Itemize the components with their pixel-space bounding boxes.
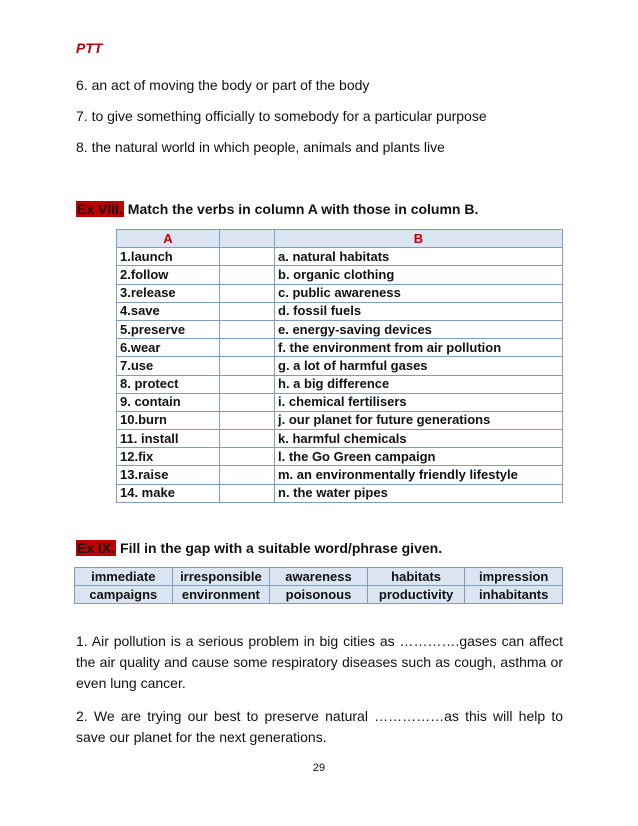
matching-row: [117, 393, 563, 411]
word-bank-cell: awareness: [270, 568, 368, 586]
word-bank-cell: campaigns: [75, 586, 173, 604]
exercise-9-instruction: Fill in the gap with a suitable word/phrase given.: [116, 540, 443, 556]
column-b-cell: d. fossil fuels: [275, 302, 563, 320]
word-bank-table: [74, 567, 563, 604]
answer-gap-cell: [220, 302, 275, 320]
definition-8: 8. the natural world in which people, animals and plants live: [76, 139, 445, 155]
column-a-cell: 5.preserve: [117, 320, 220, 338]
answer-gap-cell: [220, 484, 275, 502]
matching-row: [117, 448, 563, 466]
column-b-header: B: [275, 230, 563, 248]
column-a-header: A: [117, 230, 220, 248]
column-a-cell: 6.wear: [117, 339, 220, 357]
sentence-2: 2. We are trying our best to preserve natural ……………as this will help to save our planet for the next generations.: [76, 708, 563, 745]
answer-gap-cell: [220, 320, 275, 338]
column-gap-header: [220, 230, 275, 248]
definition-7: 7. to give something officially to somebody for a particular purpose: [76, 108, 487, 124]
answer-gap-cell: [220, 466, 275, 484]
answer-gap-cell: [220, 375, 275, 393]
matching-row: [117, 484, 563, 502]
column-a-cell: 12.fix: [117, 448, 220, 466]
column-b-cell: m. an environmentally friendly lifestyle: [275, 466, 563, 484]
column-a-cell: 4.save: [117, 302, 220, 320]
column-b-cell: n. the water pipes: [275, 484, 563, 502]
column-a-cell: 10.burn: [117, 411, 220, 429]
matching-row: [117, 302, 563, 320]
matching-row: [117, 284, 563, 302]
column-b-cell: h. a big difference: [275, 375, 563, 393]
matching-row: [117, 430, 563, 448]
matching-row: [117, 320, 563, 338]
column-a-cell: 14. make: [117, 484, 220, 502]
column-b-cell: a. natural habitats: [275, 248, 563, 266]
answer-gap-cell: [220, 339, 275, 357]
page-number: 29: [312, 762, 326, 774]
exercise-9-label: Ex IX.: [77, 540, 116, 556]
column-a-cell: 9. contain: [117, 393, 220, 411]
column-a-cell: 1.launch: [117, 248, 220, 266]
matching-row: [117, 466, 563, 484]
column-b-cell: c. public awareness: [275, 284, 563, 302]
column-a-cell: 11. install: [117, 430, 220, 448]
matching-row: [117, 266, 563, 284]
word-bank-cell: habitats: [367, 568, 465, 586]
column-a-cell: 13.raise: [117, 466, 220, 484]
sentence-1: 1. Air pollution is a serious problem in big cities as ………….gases can affect the air quality and cause some respiratory diseases such as cough, asthma or even lung cancer.: [76, 633, 563, 691]
matching-row: [117, 339, 563, 357]
column-b-cell: f. the environment from air pollution: [275, 339, 563, 357]
word-bank-row: [75, 586, 563, 604]
matching-row: [117, 248, 563, 266]
matching-table-header: [117, 230, 563, 248]
word-bank-cell: irresponsible: [172, 568, 270, 586]
answer-gap-cell: [220, 411, 275, 429]
word-bank-cell: immediate: [75, 568, 173, 586]
answer-gap-cell: [220, 448, 275, 466]
matching-table: [116, 229, 563, 503]
exercise-9-title: [76, 540, 442, 556]
column-a-cell: 3.release: [117, 284, 220, 302]
column-b-cell: e. energy-saving devices: [275, 320, 563, 338]
column-b-cell: b. organic clothing: [275, 266, 563, 284]
column-b-cell: k. harmful chemicals: [275, 430, 563, 448]
header-label: PTT: [76, 40, 103, 56]
column-b-cell: l. the Go Green campaign: [275, 448, 563, 466]
word-bank-cell: poisonous: [270, 586, 368, 604]
matching-row: [117, 375, 563, 393]
matching-row: [117, 411, 563, 429]
column-a-cell: 7.use: [117, 357, 220, 375]
exercise-8-title: [76, 201, 478, 217]
answer-gap-cell: [220, 248, 275, 266]
exercise-8-instruction: Match the verbs in column A with those in column B.: [123, 201, 479, 217]
answer-gap-cell: [220, 284, 275, 302]
word-bank-cell: inhabitants: [465, 586, 563, 604]
word-bank-row: [75, 568, 563, 586]
word-bank-cell: impression: [465, 568, 563, 586]
word-bank-cell: environment: [172, 586, 270, 604]
answer-gap-cell: [220, 266, 275, 284]
matching-row: [117, 357, 563, 375]
definition-6: 6. an act of moving the body or part of the body: [76, 77, 370, 93]
answer-gap-cell: [220, 430, 275, 448]
column-b-cell: i. chemical fertilisers: [275, 393, 563, 411]
exercise-8-label: Ex VIII.: [77, 201, 123, 217]
column-a-cell: 8. protect: [117, 375, 220, 393]
answer-gap-cell: [220, 393, 275, 411]
word-bank-cell: productivity: [367, 586, 465, 604]
column-b-cell: j. our planet for future generations: [275, 411, 563, 429]
answer-gap-cell: [220, 357, 275, 375]
column-b-cell: g. a lot of harmful gases: [275, 357, 563, 375]
column-a-cell: 2.follow: [117, 266, 220, 284]
